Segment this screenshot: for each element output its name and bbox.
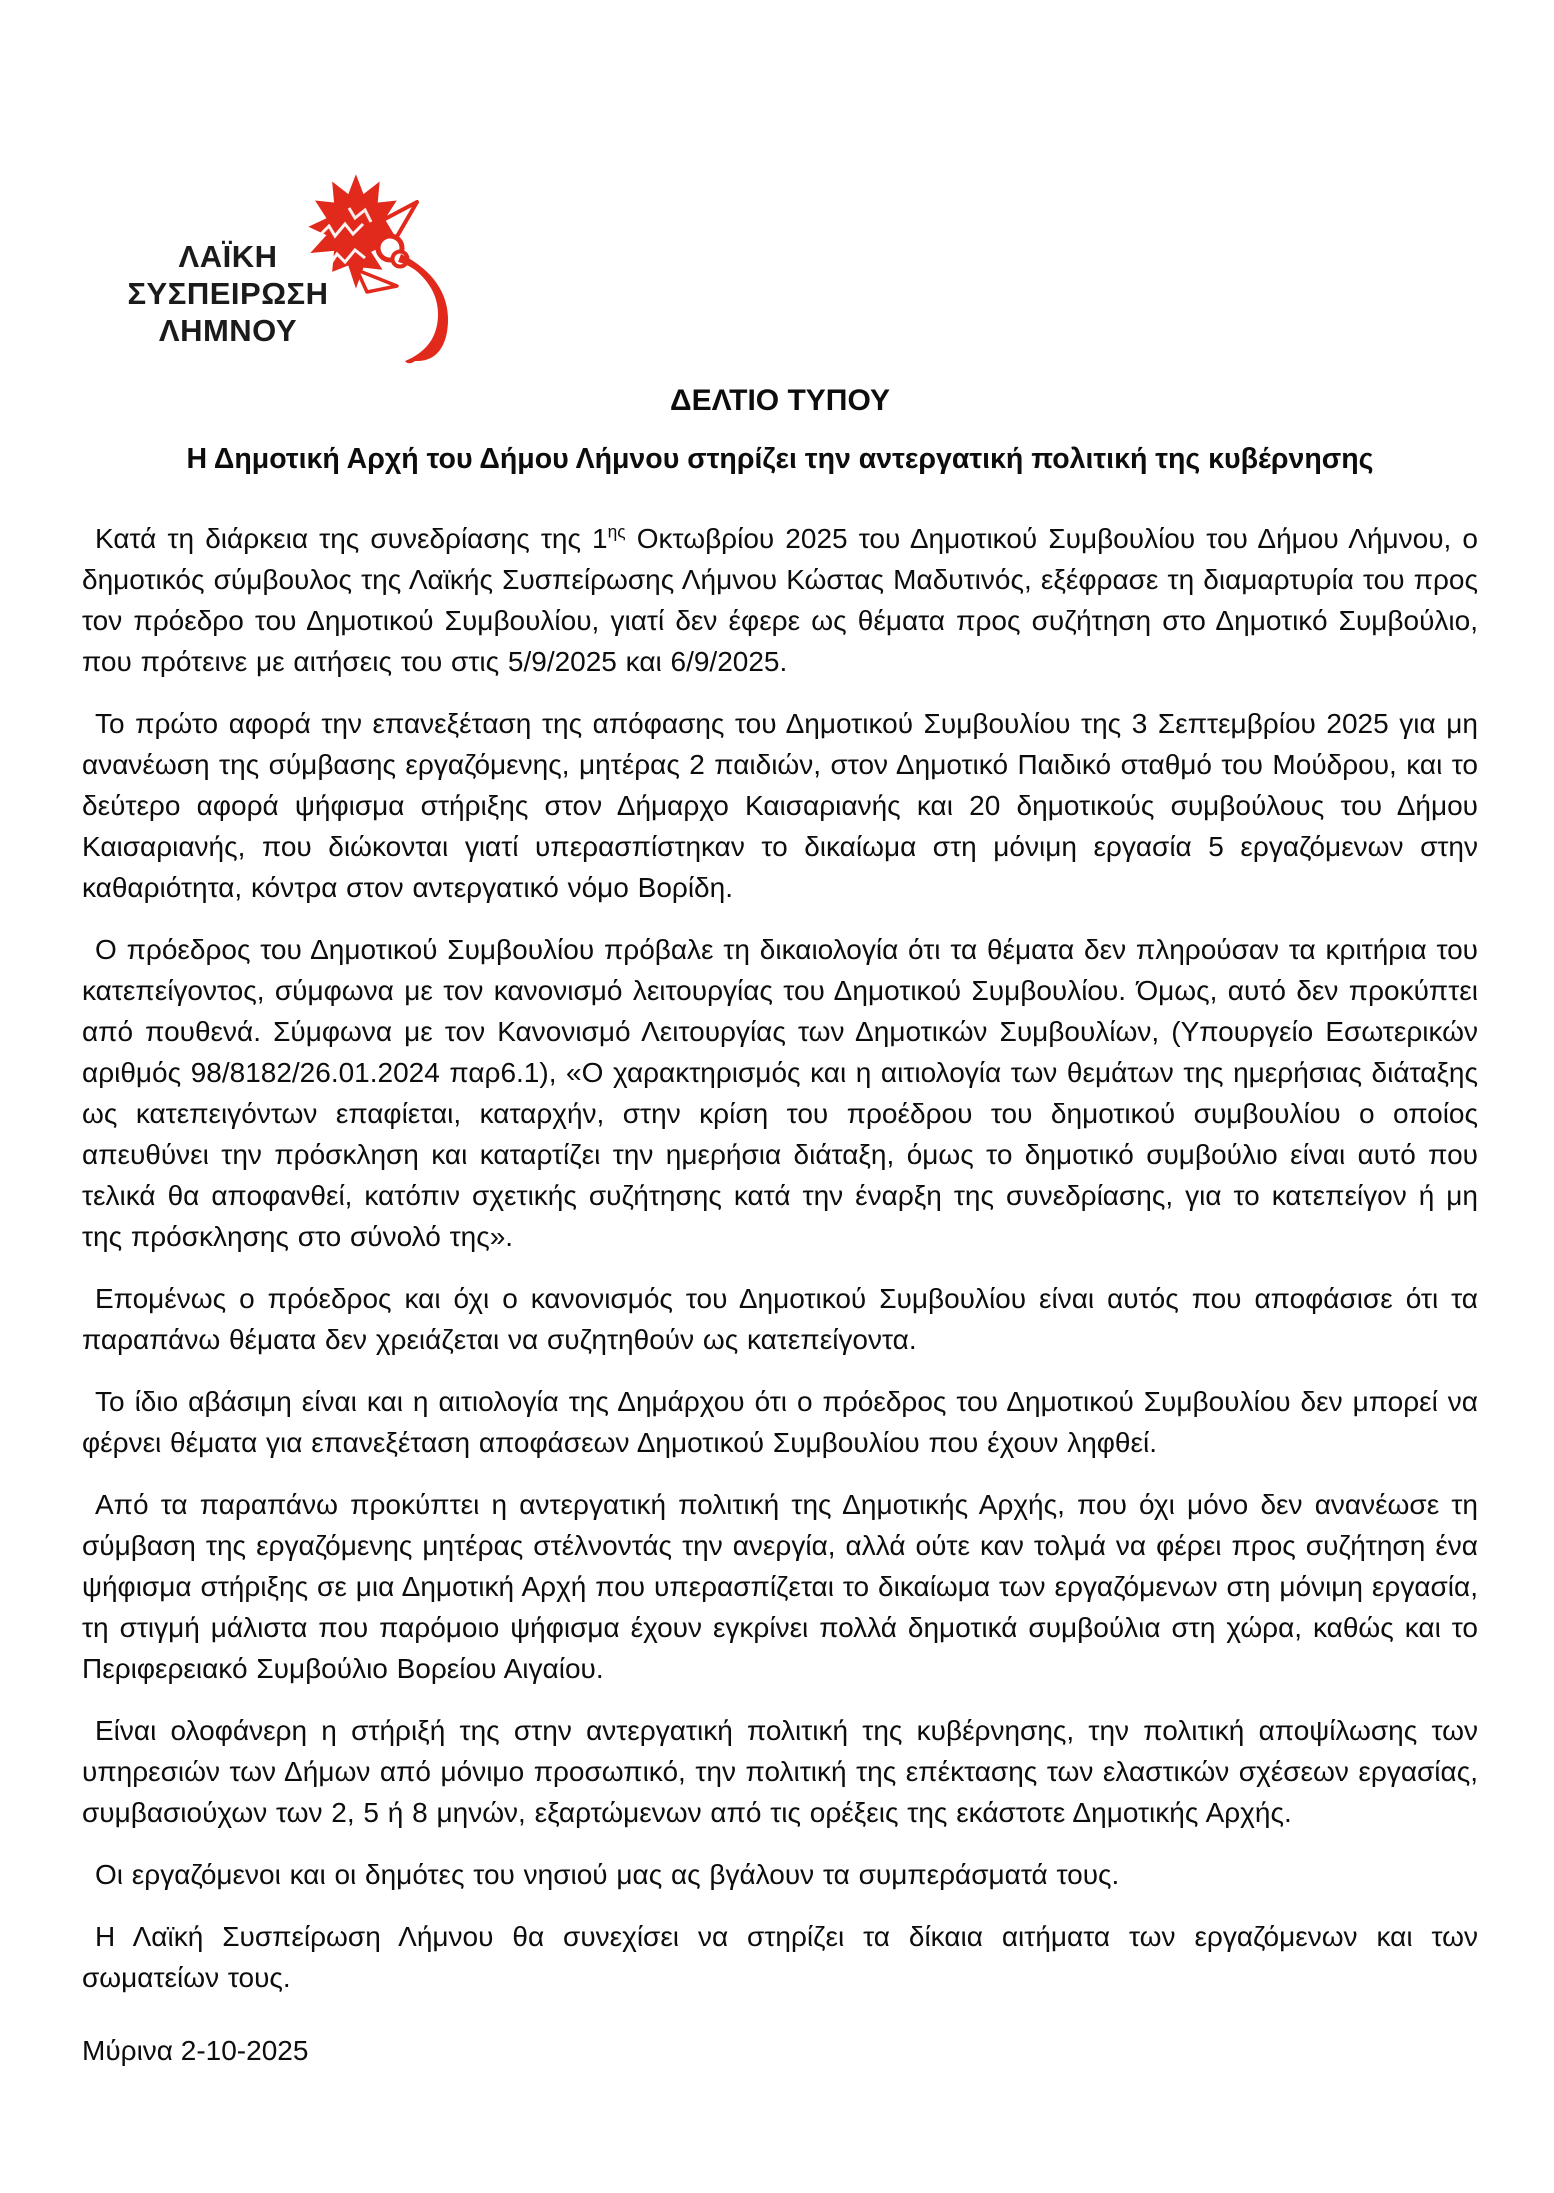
paragraph-2: Το πρώτο αφορά την επανεξέταση της απόφασης του Δημοτικού Συμβουλίου της 3 Σεπτεμβρίου 2025 για μη ανανέωση της σύμβασης εργαζόμενης, μητέρας 2 παιδιών, στον Δημοτικό Παιδικό σταθμό του Μούδρου, και το δεύτερο αφορά ψήφισμα στήριξης στον Δήμαρχο Καισαριανής και 20 δημοτικούς συμβούλους του Δήμου Καισαριανής, που διώκονται γιατί υπερασπίστηκαν το δικαίωμα στη μόνιμη εργασία 5 εργαζόμενων στην καθαριότητα, κόντρα στον αντεργατικό νόμο Βορίδη. bbox=[82, 708, 1478, 903]
paragraph-8: Οι εργαζόμενοι και οι δημότες του νησιού μας ας βγάλουν τα συμπεράσματά τους. bbox=[95, 1859, 1120, 1890]
paragraph-1-text-end: Οκτωβρίου 2025 του Δημοτικού Συμβουλίου του Δήμου Λήμνου, ο δημοτικός σύμβουλος της Λαϊκής Συσπείρωσης Λήμνου Κώστας Μαδυτινός, εξέφρασε τη διαμαρτυρία του προς τον πρόεδρο του Δημοτικού Συμβουλίου, γιατί δεν έφερε ως θέματα προς συζήτηση στο Δημοτικό Συμβούλιο, που πρότεινε με αιτήσεις του στις 5/9/2025 και 6/9/2025. bbox=[82, 523, 1478, 677]
logo-text bbox=[113, 238, 343, 349]
logo-org-line: ΣΥΣΠΕΙΡΩΣΗ bbox=[127, 276, 329, 311]
paragraph-4: Επομένως ο πρόεδρος και όχι ο κανονισμός του Δημοτικού Συμβουλίου είναι αυτός που αποφάσισε ότι τα παραπάνω θέματα δεν χρειάζεται να συζητηθούν ως κατεπείγοντα. bbox=[82, 1283, 1478, 1355]
paragraph-7: Είναι ολοφάνερη η στήριξή της στην αντεργατική πολιτική της κυβέρνησης, την πολιτική αποψίλωσης των υπηρεσιών των Δήμων από μόνιμο προσωπικό, την πολιτική της επέκτασης των ελαστικών σχέσεων εργασίας, συμβασιούχων των 2, 5 ή 8 μηνών, εξαρτώμενων από τις ορέξεις της εκάστοτε Δημοτικής Αρχής. bbox=[82, 1715, 1478, 1828]
document-content bbox=[82, 384, 1478, 2071]
logo bbox=[95, 158, 525, 373]
logo-org-line: ΛΗΜΝΟΥ bbox=[158, 313, 298, 348]
ordinal-superscript: ης bbox=[607, 521, 626, 542]
paragraph-1 bbox=[82, 518, 1478, 682]
paragraph-3: Ο πρόεδρος του Δημοτικού Συμβουλίου πρόβαλε τη δικαιολογία ότι τα θέματα δεν πληρούσαν τα κριτήρια του κατεπείγοντος, σύμφωνα με τον κανονισμό λειτουργίας του Δημοτικού Συμβουλίου. Όμως, αυτό δεν προκύπτει από πουθενά. Σύμφωνα με τον Κανονισμό Λειτουργίας των Δημοτικών Συμβουλίων, (Υπουργείο Εσωτερικών αριθμός 98/8182/26.01.2024 παρ6.1), «Ο χαρακτηρισμός και η αιτιολογία των θεμάτων της ημερήσιας διάταξης ως κατεπειγόντων επαφίεται, καταρχήν, στην κρίση του προέδρου του δημοτικού συμβουλίου ο οποίος απευθύνει την πρόσκληση και καταρτίζει την ημερήσια διάταξη, όμως το δημοτικό συμβούλιο είναι αυτό που τελικά θα αποφανθεί, κατόπιν σχετικής συζήτησης κατά την έναρξη της συνεδρίασης, για το κατεπείγον ή μη της πρόσκλησης στο σύνολό της». bbox=[82, 934, 1478, 1252]
paragraph-1-text-start: Κατά τη διάρκεια της συνεδρίασης της 1 bbox=[95, 523, 608, 554]
document-title: ΔΕΛΤΙΟ ΤΥΠΟΥ bbox=[670, 384, 890, 417]
paragraph-6: Από τα παραπάνω προκύπτει η αντεργατική πολιτική της Δημοτικής Αρχής, που όχι μόνο δεν ανανέωσε τη σύμβαση της εργαζόμενης μητέρας στέλνοντάς την ανεργία, αλλά ούτε καν τολμά να φέρει προς συζήτηση ένα ψήφισμα στήριξης σε μια Δημοτική Αρχή που υπερασπίζεται το δικαίωμα των εργαζόμενων στη μόνιμη εργασία, τη στιγμή μάλιστα που παρόμοιο ψήφισμα έχουν εγκρίνει πολλά δημοτικά συμβούλια στη χώρα, καθώς και το Περιφερειακό Συμβούλιο Βορείου Αιγαίου. bbox=[82, 1489, 1478, 1684]
document-subtitle: Η Δημοτική Αρχή του Δήμου Λήμνου στηρίζει την αντεργατική πολιτική της κυβέρνησης bbox=[186, 443, 1374, 475]
logo-org-line: ΛΑΪΚΗ bbox=[178, 239, 278, 274]
document-date: Μύρινα 2-10-2025 bbox=[82, 2035, 309, 2066]
paragraph-9: Η Λαϊκή Συσπείρωση Λήμνου θα συνεχίσει να στηρίζει τα δίκαια αιτήματα των εργαζόμενων και των σωματείων τους. bbox=[82, 1921, 1478, 1993]
carnation-stem bbox=[398, 254, 448, 363]
carnation-lower-petal bbox=[357, 270, 397, 292]
paragraph-5: Το ίδιο αβάσιμη είναι και η αιτιολογία της Δημάρχου ότι ο πρόεδρος του Δημοτικού Συμβουλίου δεν μπορεί να φέρνει θέματα για επανεξέταση αποφάσεων Δημοτικού Συμβουλίου που έχουν ληφθεί. bbox=[82, 1386, 1478, 1458]
